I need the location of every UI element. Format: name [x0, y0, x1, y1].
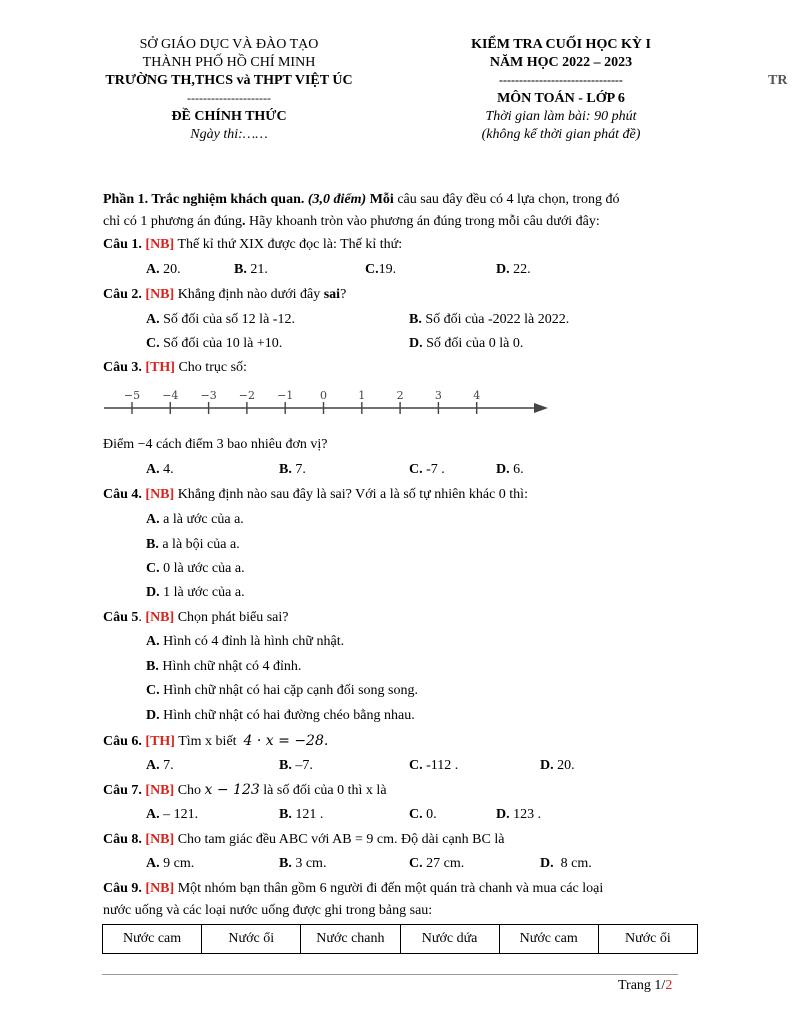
- header-city: THÀNH PHỐ HỒ CHÍ MINH: [142, 55, 316, 70]
- option-letter: D.: [496, 262, 510, 277]
- q8-option-a[interactable]: [146, 856, 194, 873]
- q7-option-d[interactable]: [496, 807, 541, 824]
- q3-option-d[interactable]: [496, 462, 524, 479]
- question-text: Thế kỉ thứ XIX được đọc là: Thế kỉ thứ:: [177, 237, 403, 252]
- level-tag: [NB]: [145, 610, 175, 625]
- number-line: [100, 386, 552, 424]
- option-text: 21.: [250, 262, 268, 277]
- header-official: ĐỀ CHÍNH THỨC: [171, 109, 287, 124]
- number-line-label: 1: [358, 389, 366, 402]
- page-label: Trang 1/: [618, 978, 666, 993]
- q7-option-a[interactable]: [146, 807, 198, 824]
- part1-intro-text: câu sau đây đều có 4 lựa chọn, trong đó: [397, 192, 620, 207]
- question-label: Câu 7.: [103, 783, 142, 798]
- q5-option-b[interactable]: [146, 659, 301, 676]
- option-text: 19.: [378, 262, 397, 277]
- option-text: Hình chữ nhật có hai cặp cạnh đối song song.: [163, 683, 418, 698]
- q2-option-c[interactable]: [146, 336, 282, 353]
- question-text: Một nhóm bạn thân gồm 6 người đi đến một quán trà chanh và mua các loại: [177, 881, 604, 896]
- page-total: 2: [665, 978, 673, 993]
- level-tag: [NB]: [145, 487, 175, 502]
- expression: x − 123: [204, 782, 260, 798]
- question-text: Cho: [177, 783, 202, 798]
- option-text: Số đối của số 12 là -12.: [163, 312, 295, 327]
- q2-option-b[interactable]: [409, 312, 569, 329]
- number-line-label: −1: [277, 389, 294, 402]
- level-tag: [NB]: [145, 832, 175, 847]
- header-exam-date: Ngày thi:……: [190, 127, 268, 142]
- option-text: 0.: [426, 807, 437, 822]
- q8-option-b[interactable]: [279, 856, 326, 873]
- q2-option-a[interactable]: [146, 312, 295, 329]
- header-left-dashes: ---------------------: [187, 91, 271, 105]
- option-text: Hình chữ nhật có hai đường chéo bằng nhau.: [163, 708, 415, 723]
- question-1: [103, 237, 402, 254]
- header-subject: MÔN TOÁN - LỚP 6: [497, 91, 625, 106]
- option-text: Số đối của 10 là +10.: [163, 336, 283, 351]
- option-text: 3 cm.: [295, 856, 327, 871]
- option-letter: C.: [409, 758, 423, 773]
- option-text: –7.: [295, 758, 313, 773]
- option-letter: B.: [146, 659, 159, 674]
- level-tag: [TH]: [145, 360, 175, 375]
- option-letter: A.: [146, 856, 160, 871]
- question-4: [103, 487, 528, 504]
- table-cell: Nước cam: [103, 925, 202, 954]
- q7-option-b[interactable]: [279, 807, 323, 824]
- header-department: SỞ GIÁO DỤC VÀ ĐÀO TẠO: [139, 37, 319, 52]
- part1-lead: Mỗi: [369, 192, 394, 207]
- table-cell: Nước dứa: [400, 925, 499, 954]
- part1-title: Phần 1. Trắc nghiệm khách quan.: [103, 192, 305, 207]
- question-label: Câu 5: [103, 610, 139, 625]
- level-tag: [NB]: [145, 287, 175, 302]
- level-tag: [NB]: [145, 783, 175, 798]
- level-tag: [NB]: [145, 881, 175, 896]
- footer-divider: [102, 974, 678, 975]
- number-line-label: −5: [123, 389, 141, 402]
- level-tag: [NB]: [145, 237, 175, 252]
- part1-points: (3,0 điểm): [307, 192, 367, 207]
- table-cell: Nước chanh: [301, 925, 400, 954]
- q5-option-d[interactable]: [146, 708, 415, 725]
- q2-option-d[interactable]: [409, 336, 523, 353]
- option-letter: C.: [146, 561, 160, 576]
- header-duration: Thời gian làm bài: 90 phút: [485, 109, 637, 124]
- option-text: Hình có 4 đỉnh là hình chữ nhật.: [163, 634, 345, 649]
- option-letter: A.: [146, 807, 160, 822]
- option-letter: B.: [279, 462, 292, 477]
- question-text: Cho tam giác đều ABC với AB = 9 cm. Độ dài cạnh BC là: [177, 832, 505, 847]
- option-text: 123 .: [513, 807, 542, 822]
- header-exam-title: KIỂM TRA CUỐI HỌC KỲ I: [471, 37, 651, 52]
- question-text: Chọn phát biểu sai?: [177, 610, 289, 625]
- header-edge-fragment: TR: [768, 73, 788, 88]
- question-label: Câu 3.: [103, 360, 142, 375]
- question-3-prompt: Điểm −4 cách điểm 3 bao nhiêu đơn vị?: [103, 437, 328, 452]
- option-text: 20.: [557, 758, 575, 773]
- table-cell: Nước ổi: [598, 925, 697, 954]
- number-line-label: −4: [162, 389, 179, 402]
- option-letter: A.: [146, 512, 160, 527]
- option-letter: B.: [409, 312, 422, 327]
- option-letter: C.: [146, 336, 160, 351]
- option-letter: B.: [234, 262, 247, 277]
- option-text: 6.: [513, 462, 524, 477]
- q6-option-c[interactable]: [409, 758, 458, 775]
- question-5: [103, 610, 289, 627]
- option-letter: A.: [146, 262, 160, 277]
- option-text: – 121.: [163, 807, 199, 822]
- header-school-year: NĂM HỌC 2022 – 2023: [489, 55, 633, 70]
- header-right-dashes: -------------------------------: [499, 73, 623, 87]
- option-letter: A.: [146, 312, 160, 327]
- question-label: Câu 1.: [103, 237, 142, 252]
- question-3: [103, 360, 247, 377]
- option-text: Số đối của -2022 là 2022.: [425, 312, 570, 327]
- option-letter: D.: [146, 585, 160, 600]
- header-duration-note: (không kể thời gian phát đề): [481, 127, 641, 142]
- option-text: 7.: [295, 462, 306, 477]
- question-label: Câu 9.: [103, 881, 142, 896]
- option-text: Số đối của 0 là 0.: [426, 336, 524, 351]
- number-line-label: 0: [320, 389, 327, 402]
- question-label: Câu 4.: [103, 487, 142, 502]
- option-text: 4.: [163, 462, 174, 477]
- number-line-label: 2: [396, 389, 404, 402]
- question-7: [103, 782, 387, 800]
- question-text: Khẳng định nào dưới đây: [177, 287, 321, 302]
- q3-option-c[interactable]: [409, 462, 445, 479]
- number-line-label: −2: [238, 389, 256, 402]
- q3-option-a[interactable]: [146, 462, 174, 479]
- option-letter: B.: [279, 807, 292, 822]
- number-line-label: −3: [200, 389, 217, 402]
- part1-intro-line2: [103, 214, 600, 231]
- option-letter: B.: [146, 537, 159, 552]
- q1-option-c[interactable]: [365, 262, 396, 279]
- question-6: [103, 733, 328, 751]
- option-letter: C.: [146, 683, 160, 698]
- q6-option-d[interactable]: [540, 758, 575, 775]
- table-cell: Nước ổi: [202, 925, 301, 954]
- question-label-dot: .: [138, 610, 142, 625]
- q4-option-d[interactable]: [146, 585, 245, 602]
- option-text: -7 .: [426, 462, 445, 477]
- option-text: 9 cm.: [163, 856, 195, 871]
- header-school: TRƯỜNG TH,THCS và THPT VIỆT ÚC: [105, 73, 353, 88]
- q3-option-b[interactable]: [279, 462, 306, 479]
- question-end: ?: [340, 287, 347, 302]
- question-label: Câu 2.: [103, 287, 142, 302]
- option-text: 121 .: [295, 807, 324, 822]
- option-text: 8 cm.: [560, 856, 592, 871]
- q6-option-b[interactable]: [279, 758, 313, 775]
- q4-option-c[interactable]: [146, 561, 245, 578]
- number-line-label: 3: [434, 389, 442, 402]
- q5-option-c[interactable]: [146, 683, 418, 700]
- part1-intro-text2: chỉ có 1 phương án đúng: [103, 214, 243, 229]
- number-line-label: 4: [473, 389, 481, 402]
- question-text: Khẳng định nào sau đây là sai? Với a là số tự nhiên khác 0 thì:: [177, 487, 528, 502]
- option-letter: A.: [146, 634, 160, 649]
- question-8: [103, 832, 504, 849]
- q6-option-a[interactable]: [146, 758, 174, 775]
- table-row: [103, 925, 698, 954]
- question-text: Tìm x biết: [178, 734, 237, 749]
- option-letter: D.: [409, 336, 423, 351]
- q1-option-b[interactable]: [234, 262, 268, 279]
- number-line-arrow: [534, 403, 548, 413]
- question-9: [103, 881, 603, 898]
- option-letter: A.: [146, 758, 160, 773]
- option-text: 20.: [163, 262, 181, 277]
- part1-intro-dot: .: [242, 214, 246, 229]
- q7-option-c[interactable]: [409, 807, 437, 824]
- q5-option-a[interactable]: [146, 634, 344, 651]
- part1-intro-text3: Hãy khoanh tròn vào phương án đúng trong mỗi câu dưới đây:: [245, 214, 600, 229]
- q8-option-c[interactable]: [409, 856, 464, 873]
- level-tag: [TH]: [145, 734, 175, 749]
- option-letter: C.: [409, 807, 423, 822]
- part1-intro-line1: [103, 192, 620, 209]
- question-label: Câu 6.: [103, 734, 142, 749]
- option-letter: C.: [409, 856, 423, 871]
- question-emphasis: sai: [323, 287, 341, 302]
- option-letter: D.: [496, 807, 510, 822]
- option-text: 1 là ước của a.: [163, 585, 245, 600]
- page-number: [618, 978, 672, 995]
- option-letter: D.: [540, 758, 554, 773]
- q8-option-d[interactable]: [540, 856, 592, 873]
- option-text: 0 là ước của a.: [163, 561, 245, 576]
- question-2: [103, 287, 346, 304]
- option-letter: D.: [540, 856, 554, 871]
- q4-option-b[interactable]: [146, 537, 240, 554]
- table-cell: Nước cam: [499, 925, 598, 954]
- question-text: Cho trục số:: [178, 360, 247, 375]
- q1-option-a[interactable]: [146, 262, 181, 279]
- drinks-table: [102, 924, 698, 954]
- option-text: a là ước của a.: [163, 512, 244, 527]
- option-letter: D.: [146, 708, 160, 723]
- option-text: 7.: [163, 758, 174, 773]
- equation: 4 · x = −28.: [243, 733, 329, 749]
- question-text-rest: là số đối của 0 thì x là: [263, 783, 387, 798]
- question-9-line2: nước uống và các loại nước uống được ghi trong bảng sau:: [103, 903, 433, 918]
- option-letter: C.: [365, 262, 379, 277]
- option-text: Hình chữ nhật có 4 đỉnh.: [162, 659, 302, 674]
- option-letter: B.: [279, 856, 292, 871]
- q1-option-d[interactable]: [496, 262, 531, 279]
- option-letter: A.: [146, 462, 160, 477]
- option-letter: D.: [496, 462, 510, 477]
- option-letter: B.: [279, 758, 292, 773]
- option-text: 27 cm.: [426, 856, 465, 871]
- q4-option-a[interactable]: [146, 512, 244, 529]
- option-text: a là bội của a.: [162, 537, 240, 552]
- question-label: Câu 8.: [103, 832, 142, 847]
- option-text: -112 .: [426, 758, 459, 773]
- option-text: 22.: [513, 262, 531, 277]
- option-letter: C.: [409, 462, 423, 477]
